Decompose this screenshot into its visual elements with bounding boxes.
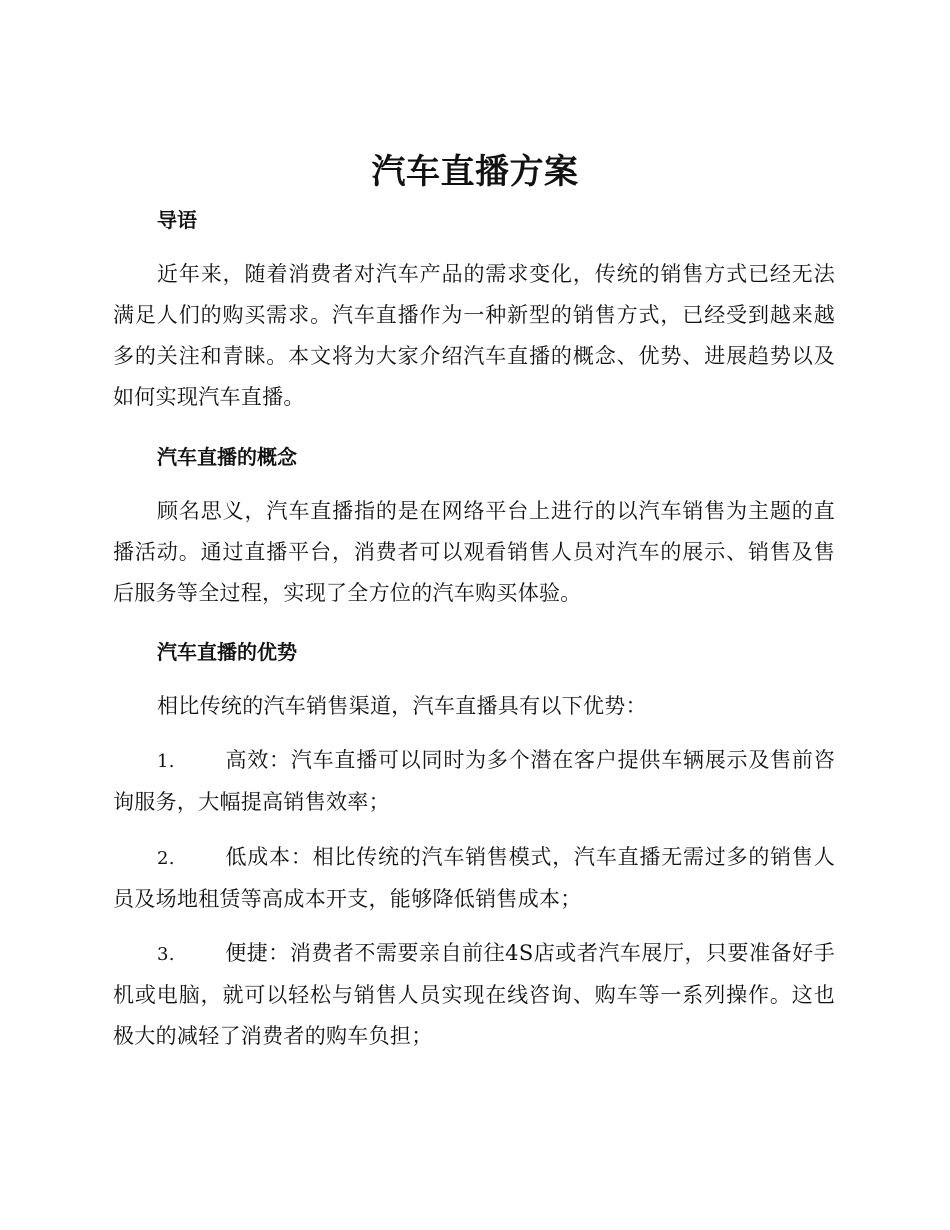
- list-text: 高效：汽车直播可以同时为多个潜在客户提供车辆展示及售前咨询服务，大幅提高销售效率；: [113, 748, 835, 814]
- document-title: 汽车直播方案: [371, 152, 579, 192]
- section-heading-intro: 导语: [157, 208, 197, 232]
- list-number: 3.: [157, 944, 175, 965]
- list-number: 2.: [157, 848, 175, 869]
- list-text: 便捷：消费者不需要亲自前往4S店或者汽车展厅，只要准备好手机或电脑，就可以轻松与销售人员实现在线咨询、购车等一系列操作。这也极大的减轻了消费者的购车负担；: [113, 941, 835, 1048]
- paragraph-concept: 顾名思义，汽车直播指的是在网络平台上进行的以汽车销售为主题的直播活动。通过直播平台，消费者可以观看销售人员对汽车的展示、销售及售后服务等全过程，实现了全方位的汽车购买体验。: [113, 499, 835, 605]
- paragraph-advantages-intro: 相比传统的汽车销售渠道，汽车直播具有以下优势：: [157, 694, 647, 718]
- paragraph-intro: 近年来，随着消费者对汽车产品的需求变化，传统的销售方式已经无法满足人们的购买需求。汽车直播作为一种新型的销售方式，已经受到越来越多的关注和青睐。本文将为大家介绍汽车直播的概念、优势、进展趋势以及如何实现汽车直播。: [113, 262, 835, 409]
- section-heading-advantages: 汽车直播的优势: [157, 640, 297, 664]
- section-heading-concept: 汽车直播的概念: [157, 445, 297, 469]
- list-item: [113, 933, 835, 1057]
- list-number: 1.: [157, 751, 175, 772]
- list-text: 低成本：相比传统的汽车销售模式，汽车直播无需过多的销售人员及场地租赁等高成本开支，能够降低销售成本；: [113, 845, 835, 911]
- list-item: [113, 837, 835, 920]
- list-item: [113, 740, 835, 823]
